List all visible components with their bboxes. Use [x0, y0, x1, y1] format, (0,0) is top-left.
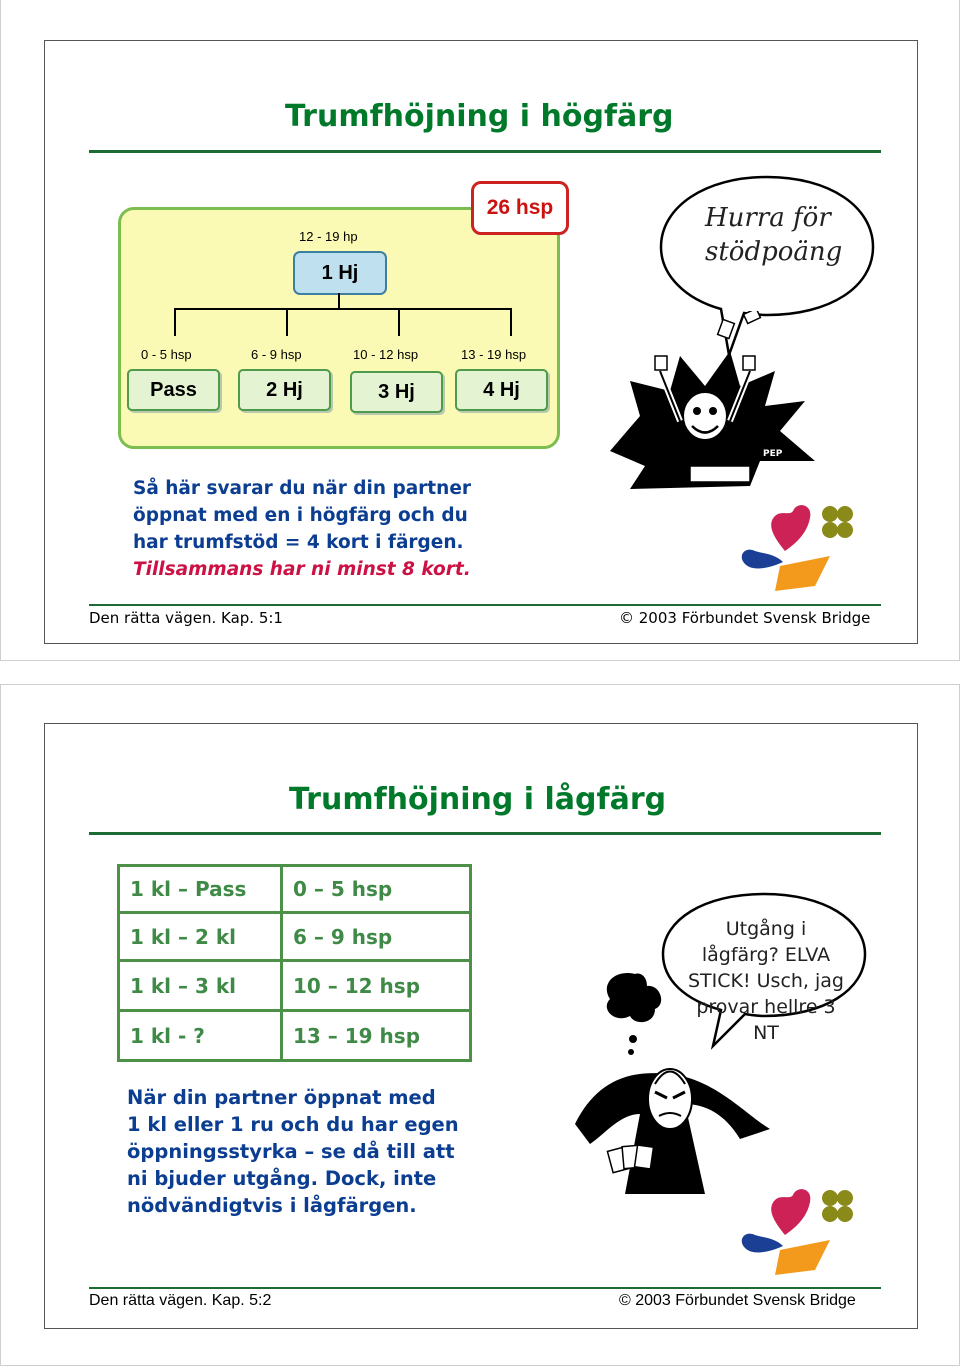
footer-left: Den rätta vägen. Kap. 5:2	[89, 1292, 272, 1309]
speech-line: lågfärg? ELVA	[701, 944, 831, 966]
title-rule	[89, 150, 881, 153]
page-1	[0, 0, 960, 661]
root-range-label: 12 - 19 hp	[299, 229, 358, 244]
bidding-table	[117, 864, 472, 1062]
response-bid-box: 4 Hj	[455, 369, 548, 411]
federation-logo	[735, 1180, 865, 1280]
speech-line: Utgång i	[725, 918, 807, 940]
tree-branch	[398, 308, 400, 336]
tree-branch	[286, 308, 288, 336]
slide-title: Trumfhöjning i högfärg	[285, 99, 674, 134]
response-range-label: 10 - 12 hsp	[353, 347, 419, 362]
tree-bar	[174, 308, 510, 310]
page-2	[0, 684, 960, 1366]
tree-stem	[338, 293, 340, 309]
explanation-line: öppnat med en i högfärg och du	[133, 505, 468, 526]
footer-left: Den rätta vägen. Kap. 5:1	[89, 609, 283, 627]
table-row	[119, 961, 471, 1011]
speech-line: Hurra för	[705, 203, 831, 233]
explanation-text	[127, 1084, 459, 1219]
cartoon-signature: PEP	[753, 1135, 773, 1145]
response-bid-box: 2 Hj	[238, 369, 331, 411]
explanation-line: När din partner öppnat med	[127, 1086, 436, 1109]
footer-rule	[89, 604, 881, 606]
response-range-label: 13 - 19 hsp	[461, 347, 527, 362]
footer-right: © 2003 Förbundet Svensk Bridge	[619, 609, 871, 627]
bid-cell: 1 kl - ?	[119, 1011, 282, 1061]
cheering-cartoon-illustration	[600, 311, 825, 501]
tree-branch	[174, 308, 176, 336]
explanation-line: ni bjuder utgång. Dock, inte	[127, 1167, 437, 1190]
explanation-line: 1 kl eller 1 ru och du har egen	[127, 1113, 459, 1136]
title-rule	[89, 832, 881, 835]
grumpy-player-cartoon-illustration	[555, 964, 785, 1204]
table-row	[119, 913, 471, 961]
response-bid-box: 3 Hj	[350, 371, 443, 413]
points-cell: 0 – 5 hsp	[282, 866, 471, 913]
speech-text	[705, 201, 842, 269]
slide-2	[44, 723, 918, 1329]
table-row	[119, 1011, 471, 1061]
explanation-line: har trumfstöd = 4 kort i färgen.	[133, 532, 464, 553]
response-bid-box: Pass	[127, 369, 220, 411]
root-bid-box: 1 Hj	[293, 251, 387, 295]
federation-logo	[735, 496, 865, 596]
bid-cell: 1 kl – 2 kl	[119, 913, 282, 961]
speech-line: STICK! Usch, jag	[687, 970, 844, 992]
footer-right: © 2003 Förbundet Svensk Bridge	[619, 1292, 856, 1309]
speech-line: provar hellre 3 NT	[696, 996, 836, 1044]
footer-rule	[89, 1287, 881, 1289]
points-cell: 13 – 19 hsp	[282, 1011, 471, 1061]
tree-branch	[510, 308, 512, 336]
response-range-label: 6 - 9 hsp	[251, 347, 302, 362]
explanation-line: Så här svarar du när din partner	[133, 478, 471, 499]
cartoon-signature: PEP	[763, 449, 783, 459]
explanation-text	[133, 475, 471, 583]
slide-title: Trumfhöjning i lågfärg	[289, 782, 667, 817]
explanation-line: nödvändigtvis i lågfärgen.	[127, 1194, 417, 1217]
bid-cell: 1 kl – Pass	[119, 866, 282, 913]
total-points-badge: 26 hsp	[471, 181, 569, 235]
slide-1	[44, 40, 918, 644]
table-row	[119, 866, 471, 913]
bid-cell: 1 kl – 3 kl	[119, 961, 282, 1011]
response-range-label: 0 - 5 hsp	[141, 347, 192, 362]
points-cell: 10 – 12 hsp	[282, 961, 471, 1011]
speech-line: stödpoäng	[705, 237, 843, 267]
emphasis-line: Tillsammans har ni minst 8 kort.	[133, 559, 471, 580]
explanation-line: öppningsstyrka – se då till att	[127, 1140, 455, 1163]
points-cell: 6 – 9 hsp	[282, 913, 471, 961]
